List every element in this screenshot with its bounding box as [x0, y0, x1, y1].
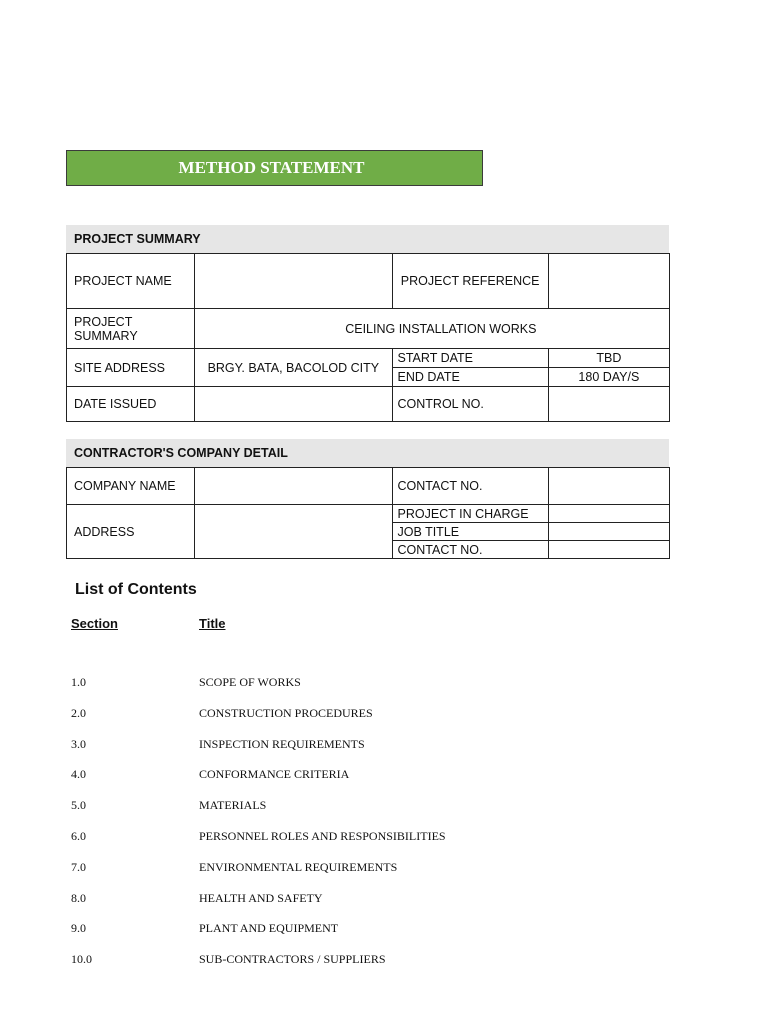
- project-reference-label: PROJECT REFERENCE: [392, 254, 548, 309]
- project-summary-header: PROJECT SUMMARY: [66, 225, 669, 253]
- contact-no-2-value[interactable]: [548, 541, 669, 559]
- project-summary-table: [66, 253, 670, 422]
- job-title-label: JOB TITLE: [392, 523, 548, 541]
- section-title: PERSONNEL ROLES AND RESPONSIBILITIES: [199, 829, 446, 843]
- section-number: 7.0: [71, 859, 86, 874]
- section-number: 6.0: [71, 829, 86, 843]
- section-column-header: Section: [71, 616, 118, 631]
- section-title: PLANT AND EQUIPMENT: [199, 921, 339, 936]
- contact-no-label: CONTACT NO.: [392, 468, 548, 505]
- end-date-value: 180 DAY/S: [548, 368, 669, 387]
- project-reference-value[interactable]: [548, 254, 669, 309]
- start-date-value: TBD: [548, 349, 669, 368]
- list-item: [0, 829, 768, 849]
- contents-heading: List of Contents: [75, 581, 197, 598]
- list-item: [0, 706, 768, 726]
- section-number: 10.0: [71, 952, 92, 967]
- contact-no-2-label: CONTACT NO.: [392, 541, 548, 559]
- contractor-header: CONTRACTOR'S COMPANY DETAIL: [66, 439, 669, 467]
- section-number: 1.0: [71, 675, 86, 689]
- list-item: [0, 798, 768, 818]
- list-item: [0, 891, 768, 911]
- section-title: CONFORMANCE CRITERIA: [199, 767, 350, 782]
- start-date-label: START DATE: [392, 349, 548, 368]
- site-address-value: BRGY. BATA, BACOLOD CITY: [195, 349, 392, 387]
- section-number: 8.0: [71, 890, 86, 905]
- section-title: SCOPE OF WORKS: [199, 675, 301, 689]
- section-number: 3.0: [71, 736, 86, 751]
- section-title: MATERIALS: [199, 798, 267, 813]
- section-number: 2.0: [71, 705, 86, 720]
- list-item: [0, 675, 768, 695]
- section-title: SUB-CONTRACTORS / SUPPLIERS: [199, 952, 386, 967]
- section-number: 4.0: [71, 767, 86, 782]
- project-summary-label: PROJECT SUMMARY: [67, 309, 195, 349]
- section-number: 9.0: [71, 921, 86, 936]
- project-name-label: PROJECT NAME: [67, 254, 195, 309]
- control-no-value[interactable]: [548, 387, 669, 422]
- project-summary-value: [195, 309, 670, 349]
- address-label: ADDRESS: [67, 505, 195, 559]
- contractor-table: [66, 467, 670, 559]
- list-item: [0, 860, 768, 880]
- section-title: HEALTH AND SAFETY: [199, 890, 323, 905]
- list-item: [0, 767, 768, 787]
- list-item: [0, 952, 768, 972]
- date-issued-label: DATE ISSUED: [67, 387, 195, 422]
- date-issued-value[interactable]: [195, 387, 392, 422]
- title-column-header: Title: [199, 616, 226, 631]
- section-number: 5.0: [71, 798, 86, 813]
- list-item: [0, 737, 768, 757]
- end-date-label: END DATE: [392, 368, 548, 387]
- company-name-value[interactable]: [195, 468, 392, 505]
- project-in-charge-label: PROJECT IN CHARGE: [392, 505, 548, 523]
- control-no-label: CONTROL NO.: [392, 387, 548, 422]
- project-name-value[interactable]: [195, 254, 392, 309]
- section-title: CONSTRUCTION PROCEDURES: [199, 705, 373, 720]
- address-value[interactable]: [195, 505, 392, 559]
- job-title-value[interactable]: [548, 523, 669, 541]
- list-item: [0, 921, 768, 941]
- project-summary-text: CEILING INSTALLATION WORKS: [345, 321, 537, 336]
- section-title: INSPECTION REQUIREMENTS: [199, 736, 365, 751]
- section-title: ENVIRONMENTAL REQUIREMENTS: [199, 859, 398, 874]
- contact-no-value[interactable]: [548, 468, 669, 505]
- document-title: METHOD STATEMENT: [66, 150, 483, 186]
- company-name-label: COMPANY NAME: [67, 468, 195, 505]
- project-in-charge-value[interactable]: [548, 505, 669, 523]
- site-address-label: SITE ADDRESS: [67, 349, 195, 387]
